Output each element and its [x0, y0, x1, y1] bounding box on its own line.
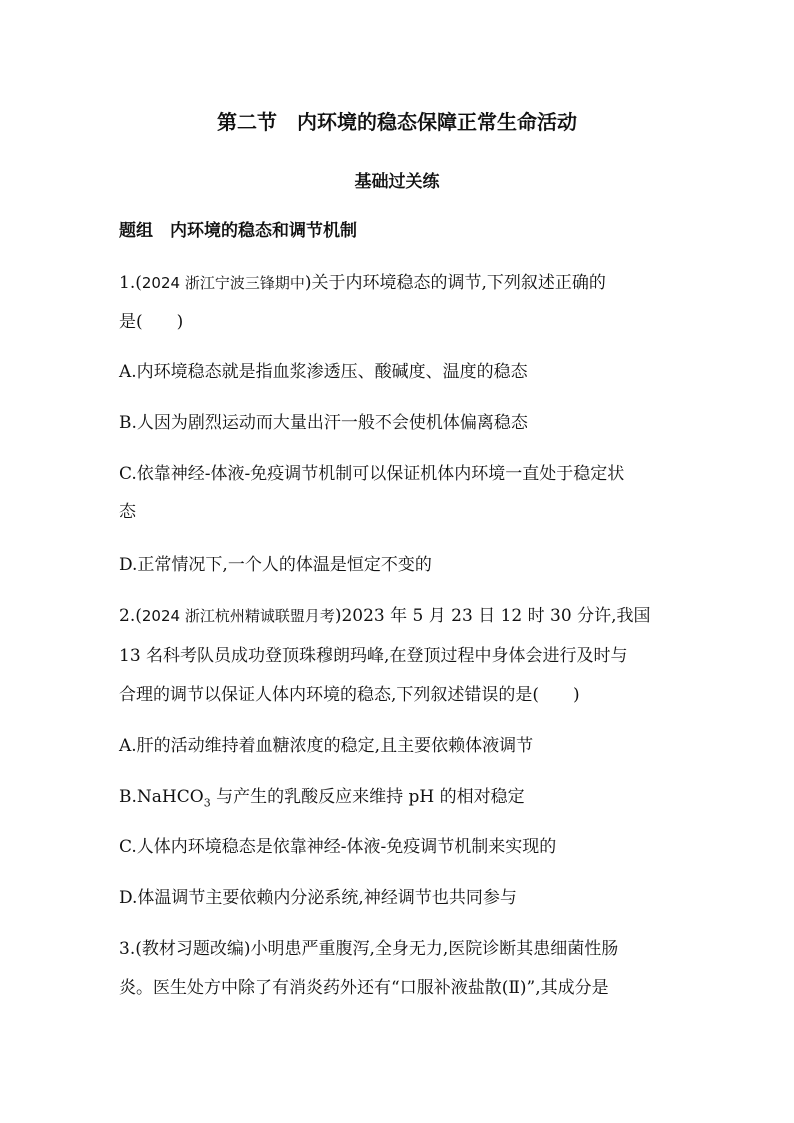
subscript-3: 3: [203, 796, 211, 810]
question-2-stem: 2023 年 5 月 23 日 12 时 30 分许,我国: [341, 606, 651, 626]
question-2-source: 2024 浙江杭州精诚联盟月考: [141, 607, 335, 625]
question-1-stem-line-2: 是( ): [119, 312, 184, 332]
page-title: 第二节 内环境的稳态保障正常生命活动: [217, 110, 577, 134]
question-1-stem: 关于内环境稳态的调节,下列叙述正确的: [311, 273, 606, 293]
question-2-stem-line-2: 13 名科考队员成功登顶珠穆朗玛峰,在登顶过程中身体会进行及时与: [119, 646, 628, 666]
question-2-option-c: C.人体内环境稳态是依靠神经-体液-免疫调节机制来实现的: [119, 837, 557, 857]
question-1-option-c-line-1: C.依靠神经-体液-免疫调节机制可以保证机体内环境一直处于稳定状: [119, 464, 625, 484]
question-3-stem-line-1: [119, 938, 618, 960]
question-1-option-b: B.人因为剧烈运动而大量出汗一般不会使机体偏离稳态: [119, 413, 528, 433]
question-2-number: 2.: [119, 606, 136, 626]
question-1-source: 2024 浙江宁波三锋期中: [141, 274, 305, 292]
question-3-number: 3.: [119, 939, 136, 959]
question-1-stem-line-1: 1.(2024 浙江宁波三锋期中)关于内环境稳态的调节,下列叙述正确的: [119, 273, 606, 293]
question-2-stem-line-3: 合理的调节以保证人体内环境的稳态,下列叙述错误的是( ): [119, 685, 580, 705]
question-2-option-d: D.体温调节主要依赖内分泌系统,神经调节也共同参与: [119, 888, 517, 908]
question-3-stem: (教材习题改编)小明患严重腹泻,全身无力,医院诊断其患细菌性肠: [135, 939, 619, 959]
question-2-stem-line-1: 2.(2024 浙江杭州精诚联盟月考)2023 年 5 月 23 日 12 时 30 分许,我国: [119, 606, 651, 626]
question-1-option-a: A.内环境稳态就是指血浆渗透压、酸碱度、温度的稳态: [119, 362, 528, 382]
question-2-option-a: A.肝的活动维持着血糖浓度的稳定,且主要依赖体液调节: [119, 736, 534, 756]
section-heading: 题组 内环境的稳态和调节机制: [119, 221, 357, 241]
question-1-number: 1.: [119, 273, 136, 293]
question-3-stem-line-2: 炎。医生处方中除了有消炎药外还有“口服补液盐散(Ⅱ)”,其成分是: [119, 978, 609, 998]
question-1-option-c-line-2: 态: [119, 502, 136, 522]
page-subtitle: 基础过关练: [354, 172, 440, 192]
question-1-option-d: D.正常情况下,一个人的体温是恒定不变的: [119, 555, 432, 575]
question-2-option-b: B.NaHCO$_3$ 与产生的乳酸反应来维持 pH 的相对稳定: [119, 787, 525, 810]
